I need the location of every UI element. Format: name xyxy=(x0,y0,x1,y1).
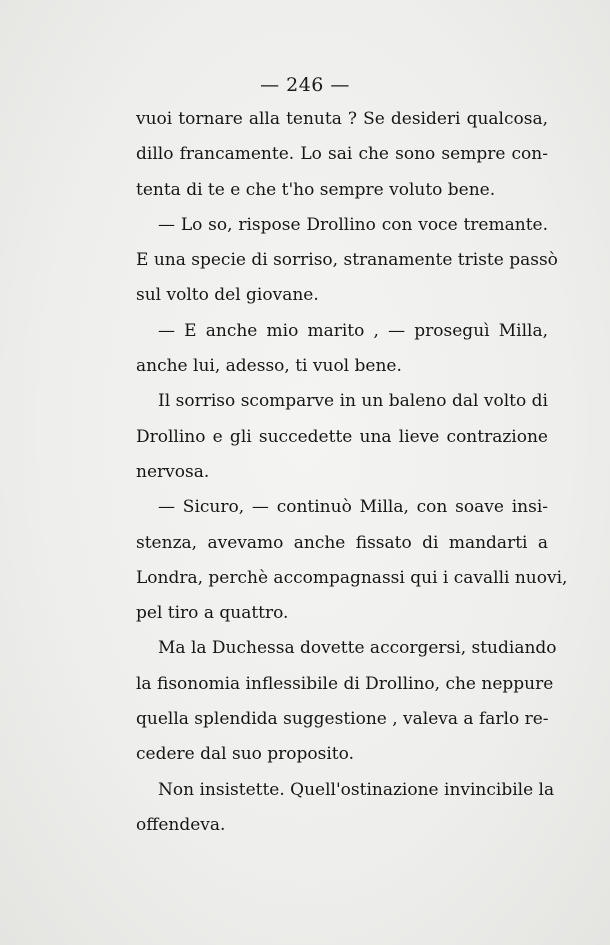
text-line: — Lo so, rispose Drollino con voce tremante. xyxy=(158,214,548,235)
text-line: quella splendida suggestione , valeva a farlo re- xyxy=(136,709,549,730)
text-line: E una specie di sorriso, stranamente triste passò xyxy=(136,250,558,271)
text-line: — E anche mio marito , — proseguì Milla, xyxy=(158,320,548,341)
body-text xyxy=(136,102,568,843)
text-line: tenta di te e che t'ho sempre voluto bene. xyxy=(136,179,496,200)
text-line: sul volto del giovane. xyxy=(136,285,319,306)
page-number: — 246 — xyxy=(260,74,350,96)
text-line: la fisonomia inflessibile di Drollino, che neppure xyxy=(136,673,554,694)
text-line: anche lui, adesso, ti vuol bene. xyxy=(136,356,402,377)
text-line: Londra, perchè accompagnassi qui i cavalli nuovi, xyxy=(136,567,568,588)
text-line: — Sicuro, — continuò Milla, con soave insi- xyxy=(158,497,548,518)
text-line: Drollino e gli succedette una lieve contrazione xyxy=(136,426,548,447)
text-line: offendeva. xyxy=(136,814,226,835)
text-line: vuoi tornare alla tenuta ? Se desideri qualcosa, xyxy=(136,109,548,129)
text-line: Non insistette. Quell'ostinazione invincibile la xyxy=(158,779,555,800)
text-line: Il sorriso scomparve in un baleno dal volto di xyxy=(158,391,548,412)
text-line: Ma la Duchessa dovette accorgersi, studiando xyxy=(158,638,557,659)
text-line: pel tiro a quattro. xyxy=(136,603,289,624)
text-line: stenza, avevamo anche fissato di mandarti a xyxy=(136,532,548,553)
text-line: dillo francamente. Lo sai che sono sempre con- xyxy=(136,144,548,165)
text-line: cedere dal suo proposito. xyxy=(136,744,354,765)
text-line: nervosa. xyxy=(136,461,210,482)
